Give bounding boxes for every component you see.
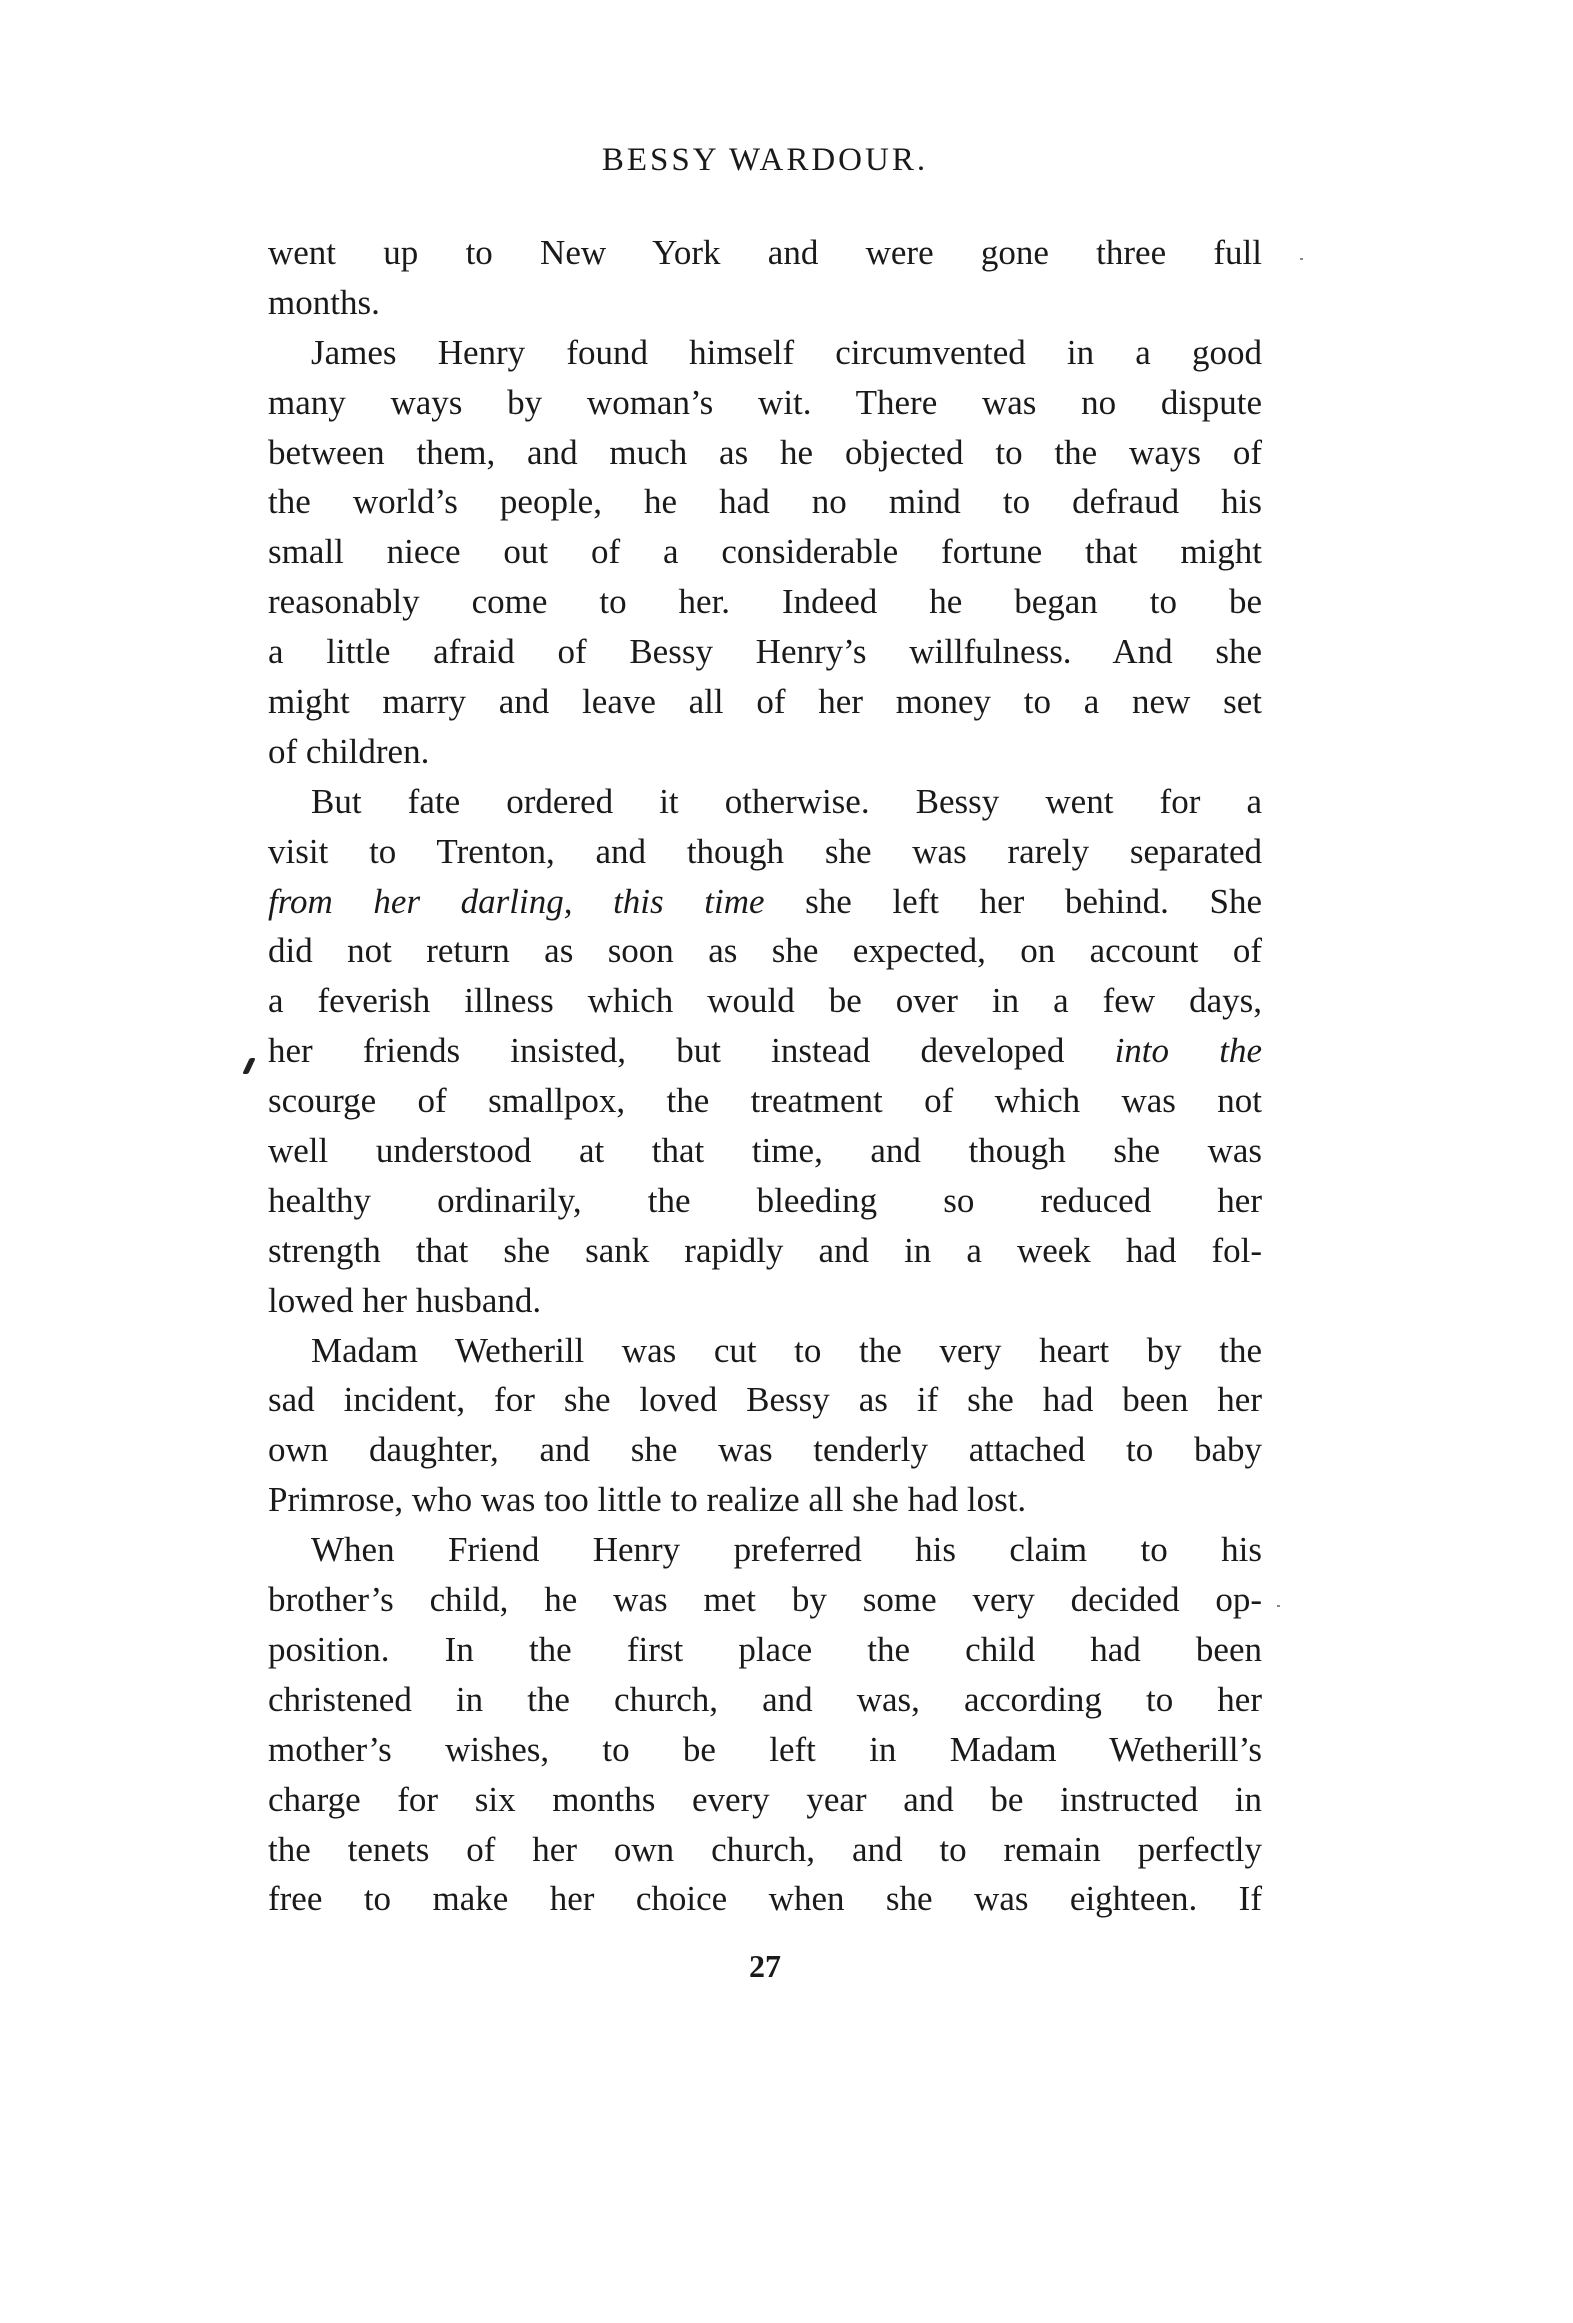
text-line: sad incident, for she loved Bessy as if she had been her	[268, 1380, 1262, 1420]
text-line: healthy ordinarily, the bleeding so reduced her	[268, 1180, 1262, 1220]
text-line: free to make her choice when she was eighteen. If	[268, 1879, 1262, 1919]
text-line: a feverish illness which would be over in a few days,	[268, 981, 1262, 1021]
text-line: charge for six months every year and be instructed in	[268, 1779, 1262, 1819]
body-text	[268, 228, 1262, 1924]
text-line: But fate ordered it otherwise. Bessy went for a	[311, 781, 1262, 821]
page-number: 27	[749, 1948, 781, 1984]
running-head: BESSY WARDOUR.	[601, 142, 929, 178]
text-line: well understood at that time, and though she was	[268, 1131, 1262, 1171]
text-line: from her darling, this time she left her behind. She	[268, 881, 1262, 921]
text-line: strength that she sank rapidly and in a week had fol-	[268, 1230, 1262, 1270]
text-line: Madam Wetherill was cut to the very heart by the	[311, 1330, 1262, 1370]
text-line: might marry and leave all of her money to a new set	[268, 682, 1262, 722]
text-line: mother’s wishes, to be left in Madam Wetherill’s	[268, 1729, 1262, 1769]
text-line: small niece out of a considerable fortune that might	[268, 532, 1262, 572]
scan-speck	[1277, 1605, 1280, 1607]
scan-speck	[1300, 258, 1303, 260]
text-line: the tenets of her own church, and to remain perfectly	[268, 1829, 1262, 1869]
text-line: months.	[268, 282, 380, 322]
text-line: own daughter, and she was tenderly attached to baby	[268, 1430, 1262, 1470]
text-line: reasonably come to her. Indeed he began to be	[268, 582, 1262, 622]
text-line: of children.	[268, 731, 430, 771]
text-line: When Friend Henry preferred his claim to his	[311, 1530, 1262, 1570]
text-line: a little afraid of Bessy Henry’s willfulness. And she	[268, 632, 1262, 672]
text-line: scourge of smallpox, the treatment of which was not	[268, 1081, 1262, 1121]
text-line: many ways by woman’s wit. There was no dispute	[268, 382, 1262, 422]
text-line: lowed her husband.	[268, 1280, 542, 1320]
text-line: between them, and much as he objected to the ways of	[268, 432, 1262, 472]
text-line: James Henry found himself circumvented in a good	[311, 332, 1262, 372]
text-line: brother’s child, he was met by some very decided op-	[268, 1580, 1262, 1620]
text-line: went up to New York and were gone three full	[268, 233, 1262, 272]
margin-mark	[242, 1058, 255, 1074]
text-line: christened in the church, and was, according to her	[268, 1679, 1262, 1719]
text-line: position. In the first place the child had been	[268, 1629, 1262, 1669]
text-line: Primrose, who was too little to realize all she had lost.	[268, 1480, 1027, 1520]
text-line: the world’s people, he had no mind to defraud his	[268, 482, 1262, 522]
text-line: visit to Trenton, and though she was rarely separated	[268, 831, 1262, 871]
text-line: did not return as soon as she expected, on account of	[268, 931, 1262, 971]
text-line: her friends insisted, but instead developed into the	[268, 1031, 1262, 1071]
